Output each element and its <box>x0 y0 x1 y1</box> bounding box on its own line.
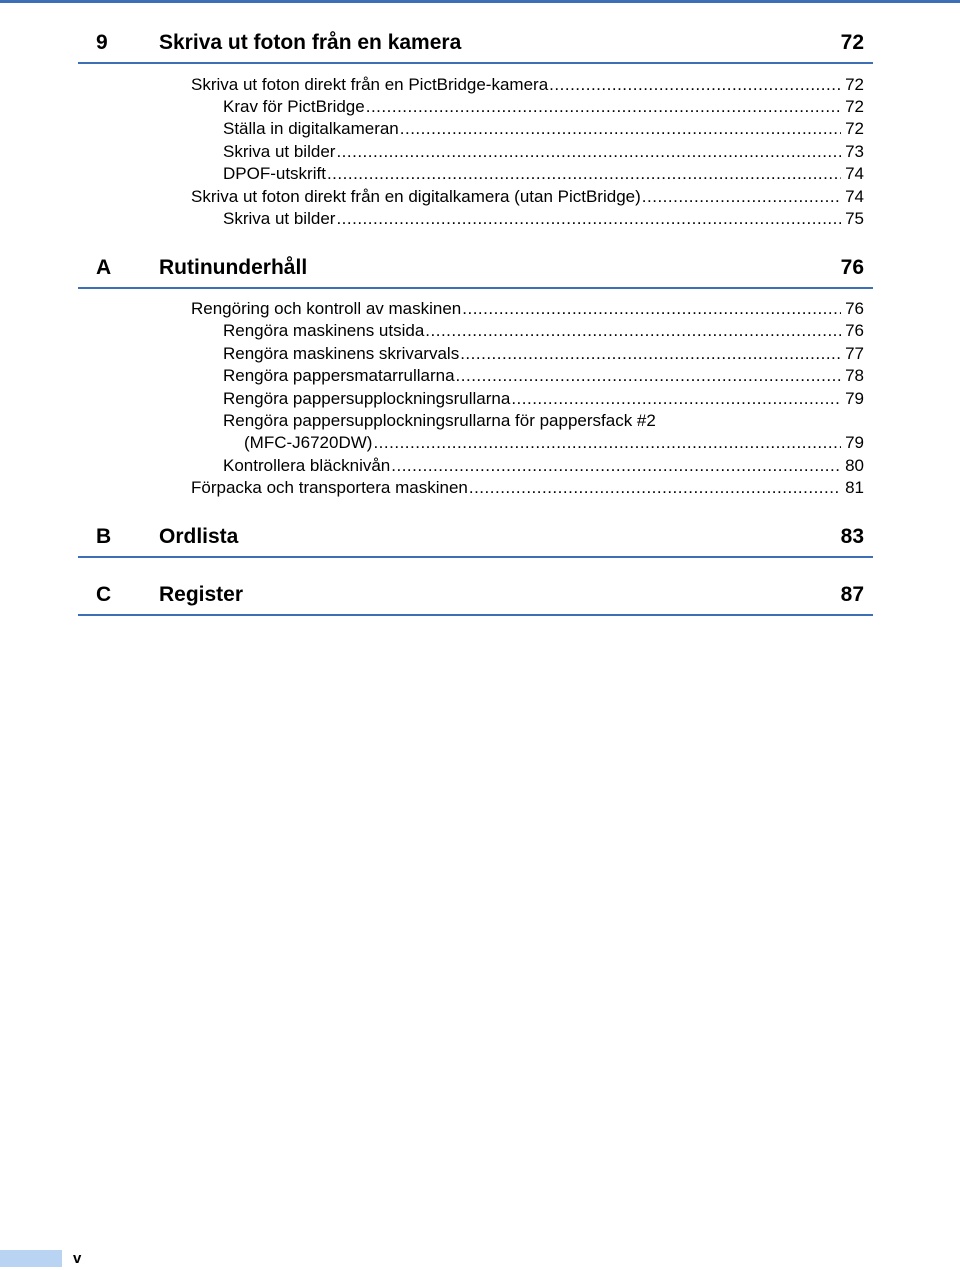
toc-entry-page: 78 <box>845 366 864 385</box>
toc-entry-page: 74 <box>845 187 864 206</box>
leader-dots <box>327 163 841 185</box>
toc-entry-title-line2: (MFC-J6720DW) <box>244 433 373 452</box>
toc-entry-title: DPOF-utskrift <box>223 164 326 183</box>
toc-entry[interactable] <box>223 96 864 118</box>
leader-dots <box>391 455 841 477</box>
toc-chapter-b[interactable] <box>78 520 873 558</box>
chapter-page: 72 <box>840 31 864 54</box>
toc-entry-title: Skriva ut bilder <box>223 142 336 161</box>
toc-entry-page: 79 <box>845 389 864 408</box>
toc-entry-title: Rengöring och kontroll av maskinen <box>191 299 462 318</box>
chapter-title: Rutinunderhåll <box>159 256 308 279</box>
leader-dots <box>366 96 841 118</box>
toc-entry[interactable] <box>223 141 864 163</box>
toc-entry-page: 80 <box>845 456 864 475</box>
toc-entry-page: 81 <box>845 478 864 497</box>
toc-entry[interactable] <box>223 455 864 477</box>
leader-dots <box>642 186 841 208</box>
toc-entry-title: Rengöra maskinens utsida <box>223 321 425 340</box>
toc-entry[interactable] <box>223 343 864 365</box>
leader-dots <box>511 388 841 410</box>
chapter-number: 9 <box>96 31 108 54</box>
footer-tab <box>0 1250 62 1267</box>
toc-entry-page: 75 <box>845 209 864 228</box>
chapter-title: Register <box>159 583 244 606</box>
chapter-page: 87 <box>840 583 864 606</box>
leader-dots <box>549 74 841 96</box>
chapter-title: Ordlista <box>159 525 239 548</box>
toc-entry[interactable] <box>223 320 864 342</box>
toc-entry[interactable] <box>191 477 864 499</box>
toc-entry-page: 73 <box>845 142 864 161</box>
toc-chapter-c[interactable] <box>78 578 873 616</box>
toc-entry-page: 76 <box>845 321 864 340</box>
toc-entry[interactable] <box>191 186 864 208</box>
toc-entry-title: Rengöra pappersmatarrullarna <box>223 366 455 385</box>
leader-dots <box>460 343 841 365</box>
toc-entry[interactable] <box>223 208 864 230</box>
top-rule <box>0 0 960 3</box>
leader-dots <box>336 141 841 163</box>
toc-entry-title: Ställa in digitalkameran <box>223 119 399 138</box>
toc-entry-title: Skriva ut foton direkt från en digitalkamera (utan PictBridge) <box>191 187 641 206</box>
leader-dots <box>336 208 841 230</box>
leader-dots <box>469 477 841 499</box>
toc-entry-title-line1[interactable]: Rengöra pappersupplockningsrullarna för pappersfack #2 <box>223 411 656 430</box>
chapter-page: 83 <box>840 525 864 548</box>
toc-entry-page: 74 <box>845 164 864 183</box>
leader-dots <box>400 118 841 140</box>
toc-entry[interactable] <box>223 163 864 185</box>
toc-entry-title: Rengöra maskinens skrivarvals <box>223 344 460 363</box>
toc-entry-title: Förpacka och transportera maskinen <box>191 478 468 497</box>
toc-entry[interactable] <box>244 432 864 454</box>
toc-entry[interactable] <box>223 388 864 410</box>
chapter-title: Skriva ut foton från en kamera <box>159 31 462 54</box>
chapter-number: C <box>96 583 112 606</box>
toc-entry-title: Rengöra pappersupplockningsrullarna <box>223 389 511 408</box>
toc-chapter-9[interactable] <box>78 26 873 64</box>
toc-entry-page: 76 <box>845 299 864 318</box>
toc-entry-title: Skriva ut foton direkt från en PictBridge-kamera <box>191 75 549 94</box>
toc-entry-page: 79 <box>845 433 864 452</box>
toc-entry-page: 72 <box>845 75 864 94</box>
toc-entry-page: 72 <box>845 97 864 116</box>
toc-entry[interactable] <box>191 74 864 96</box>
toc-entry[interactable] <box>191 298 864 320</box>
toc-entry-title: Krav för PictBridge <box>223 97 365 116</box>
toc-entry-title: Skriva ut bilder <box>223 209 336 228</box>
leader-dots <box>425 320 841 342</box>
toc-entry[interactable] <box>223 365 864 387</box>
toc-entry-title: Kontrollera bläcknivån <box>223 456 391 475</box>
footer-page-number: v <box>73 1250 82 1267</box>
toc-chapter-a[interactable] <box>78 251 873 289</box>
toc-entry-page: 72 <box>845 119 864 138</box>
chapter-number: B <box>96 525 112 548</box>
toc-entry-page: 77 <box>845 344 864 363</box>
leader-dots <box>373 432 841 454</box>
toc-entry[interactable] <box>223 118 864 140</box>
leader-dots <box>456 365 842 387</box>
chapter-number: A <box>96 256 112 279</box>
chapter-page: 76 <box>840 256 864 279</box>
leader-dots <box>462 298 841 320</box>
